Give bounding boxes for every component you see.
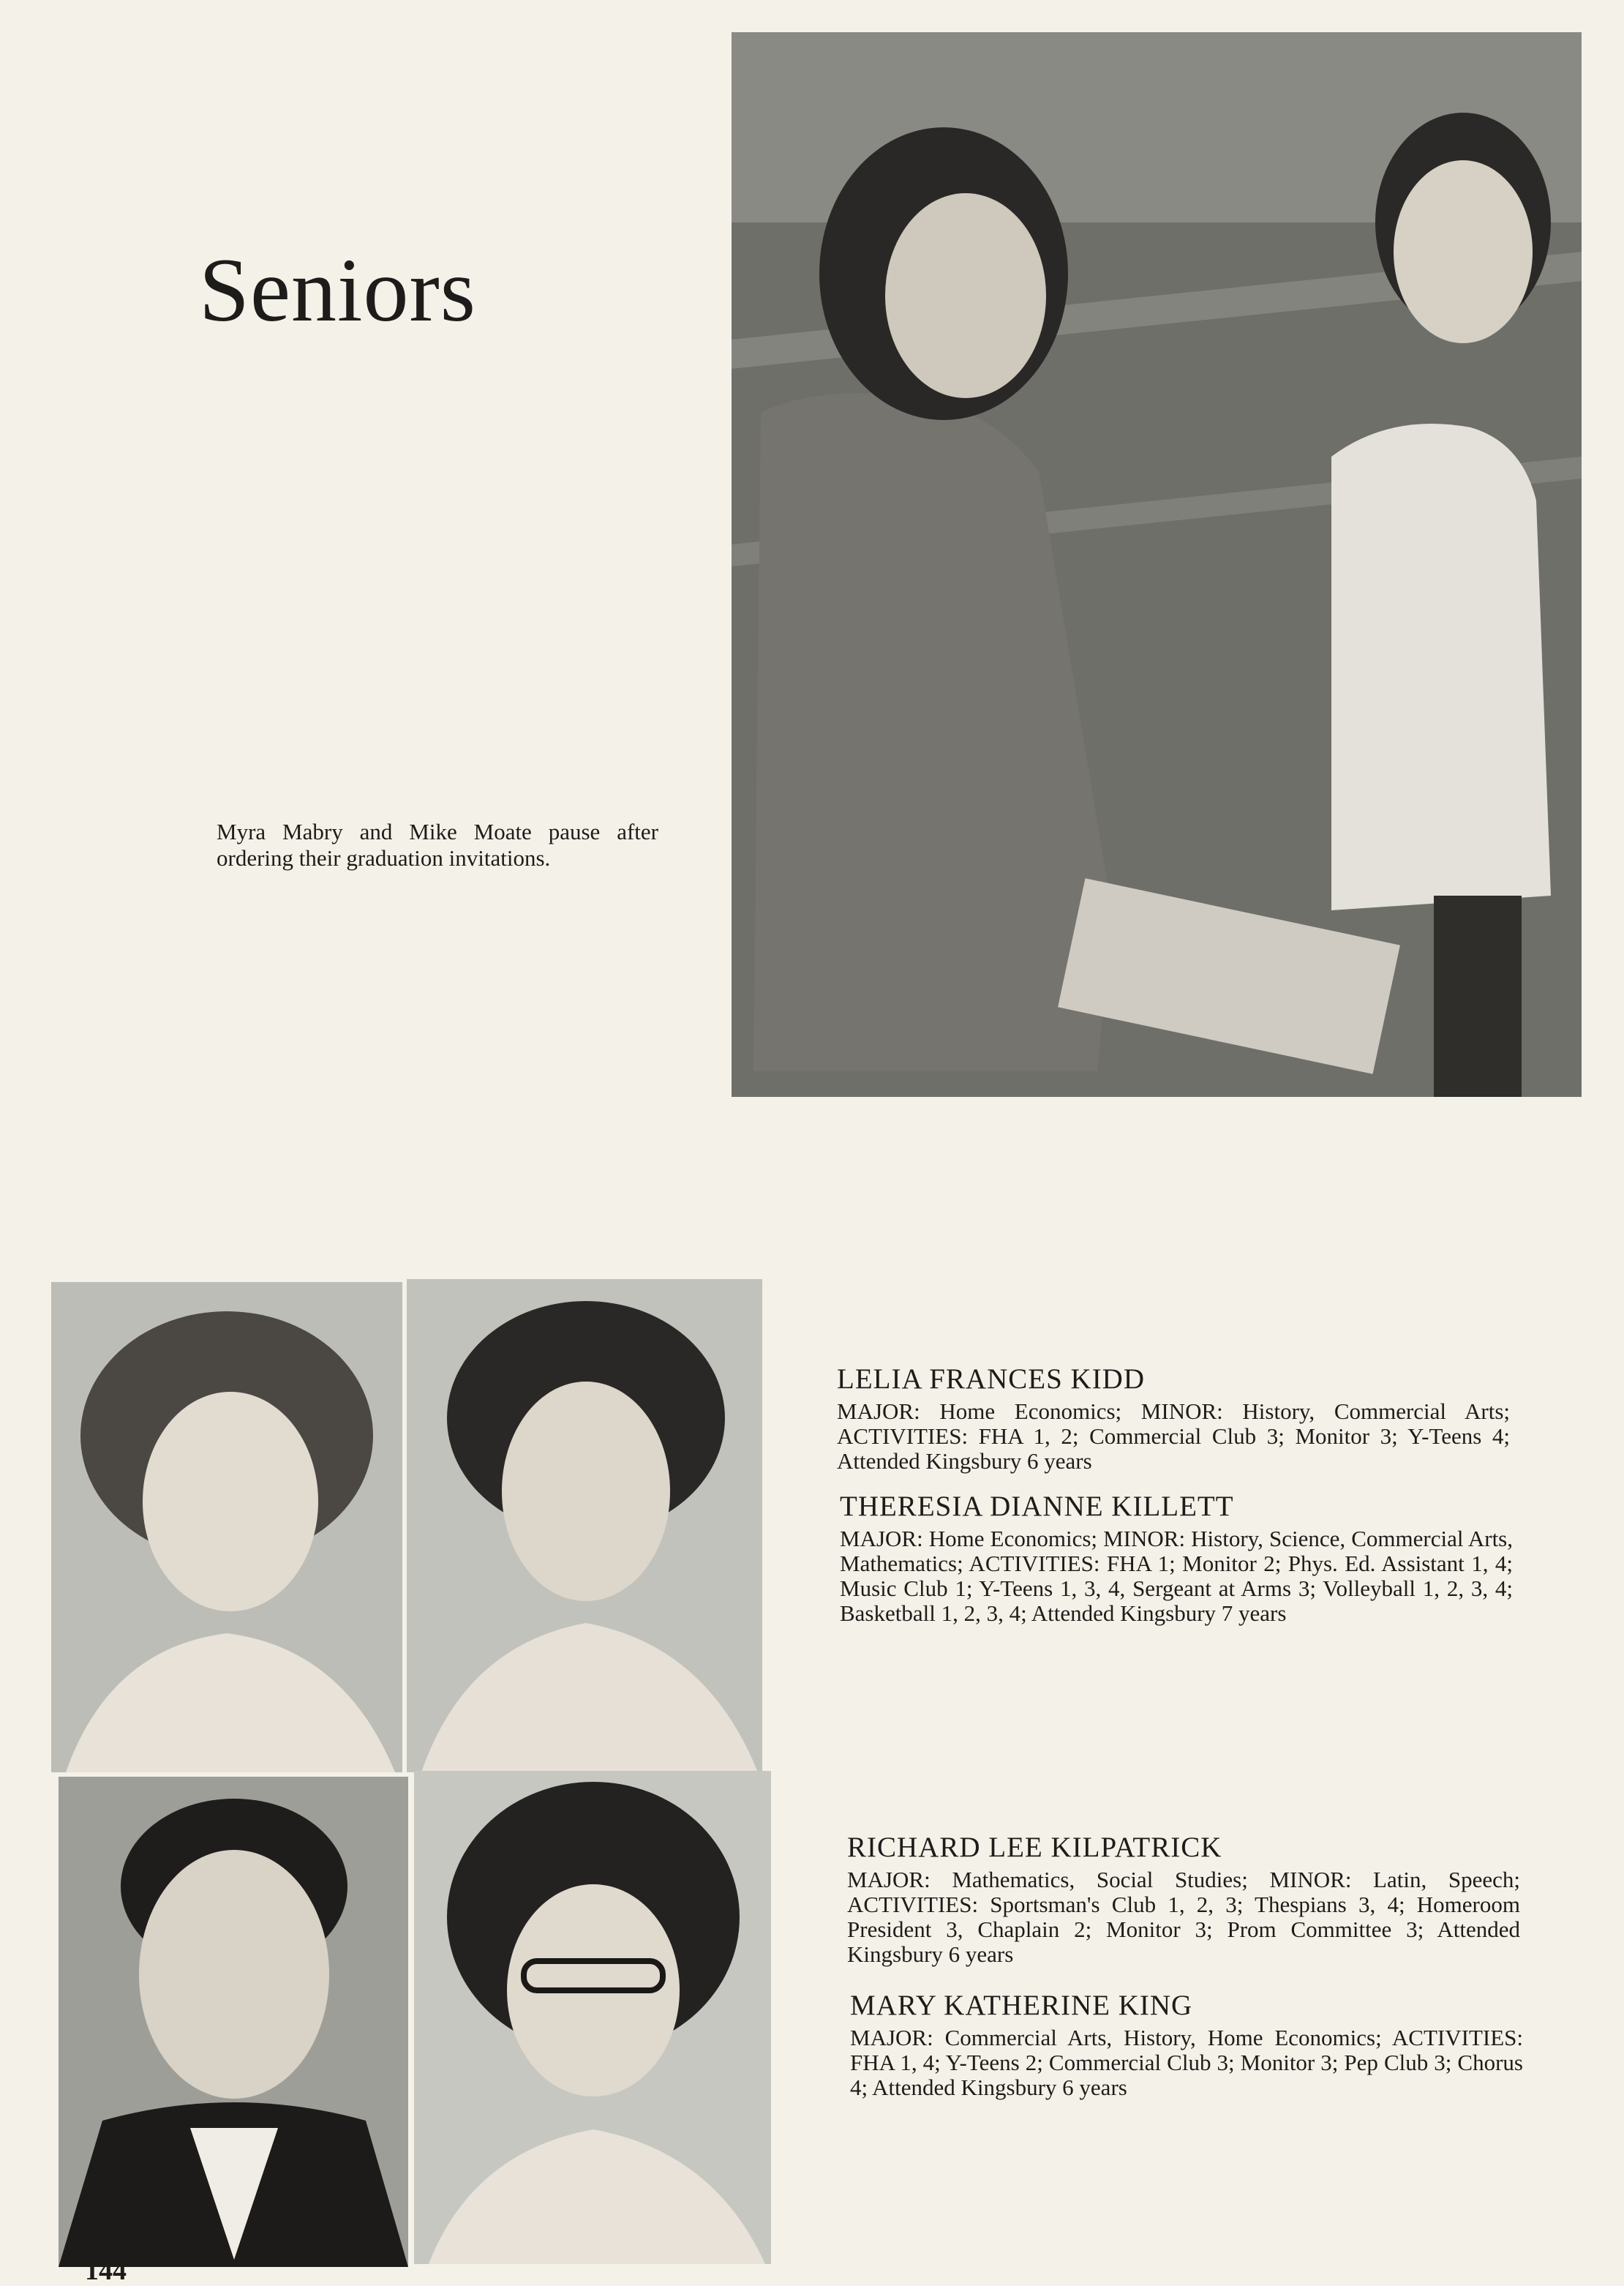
photo-caption: Myra Mabry and Mike Moate pause after ordering their graduation invitations. — [217, 819, 658, 871]
senior-bio — [840, 1490, 1513, 1626]
senior-portrait — [414, 1771, 771, 2264]
page-number: 144 — [85, 2255, 127, 2286]
senior-bio — [837, 1363, 1510, 1474]
senior-details: MAJOR: Home Economics; MINOR: History, Commercial Arts; ACTIVITIES: FHA 1, 2; Commercial Club 3; Monitor 3; Y-Teens 4; Attended Kingsbury 6 years — [837, 1398, 1510, 1474]
senior-name: MARY KATHERINE KING — [850, 1990, 1193, 2021]
senior-portrait — [59, 1777, 408, 2267]
senior-name: LELIA FRANCES KIDD — [837, 1363, 1146, 1395]
senior-details: MAJOR: Mathematics, Social Studies; MINOR: Latin, Speech; ACTIVITIES: Sportsman's Club 1, 2, 3; Thespians 3, 4; Homeroom President 3, Chaplain 2; Monitor 3; Prom Committee 3; Attended Kingsbury 6 years — [847, 1867, 1520, 1967]
senior-details: MAJOR: Commercial Arts, History, Home Economics; ACTIVITIES: FHA 1, 4; Y-Teens 2; Commercial Club 3; Monitor 3; Pep Club 3; Chorus 4; Attended Kingsbury 6 years — [850, 2025, 1523, 2100]
senior-portrait — [407, 1279, 762, 1772]
senior-name: RICHARD LEE KILPATRICK — [847, 1832, 1222, 1863]
senior-bio — [850, 1989, 1523, 2100]
candid-photo — [732, 32, 1582, 1097]
senior-portrait — [51, 1282, 402, 1772]
senior-name: THERESIA DIANNE KILLETT — [840, 1491, 1234, 1522]
senior-details: MAJOR: Home Economics; MINOR: History, Science, Commercial Arts, Mathematics; ACTIVITIES: FHA 1; Monitor 2; Phys. Ed. Assistant 1, 4; Music Club 1; Y-Teens 1, 3, 4, Sergeant at Arms 3; Volleyball 1, 2, 3, 4; Basketball 1, 2, 3, 4; Attended Kingsbury 7 years — [840, 1526, 1513, 1626]
senior-bio — [847, 1831, 1520, 1967]
page-title: Seniors — [199, 240, 476, 341]
